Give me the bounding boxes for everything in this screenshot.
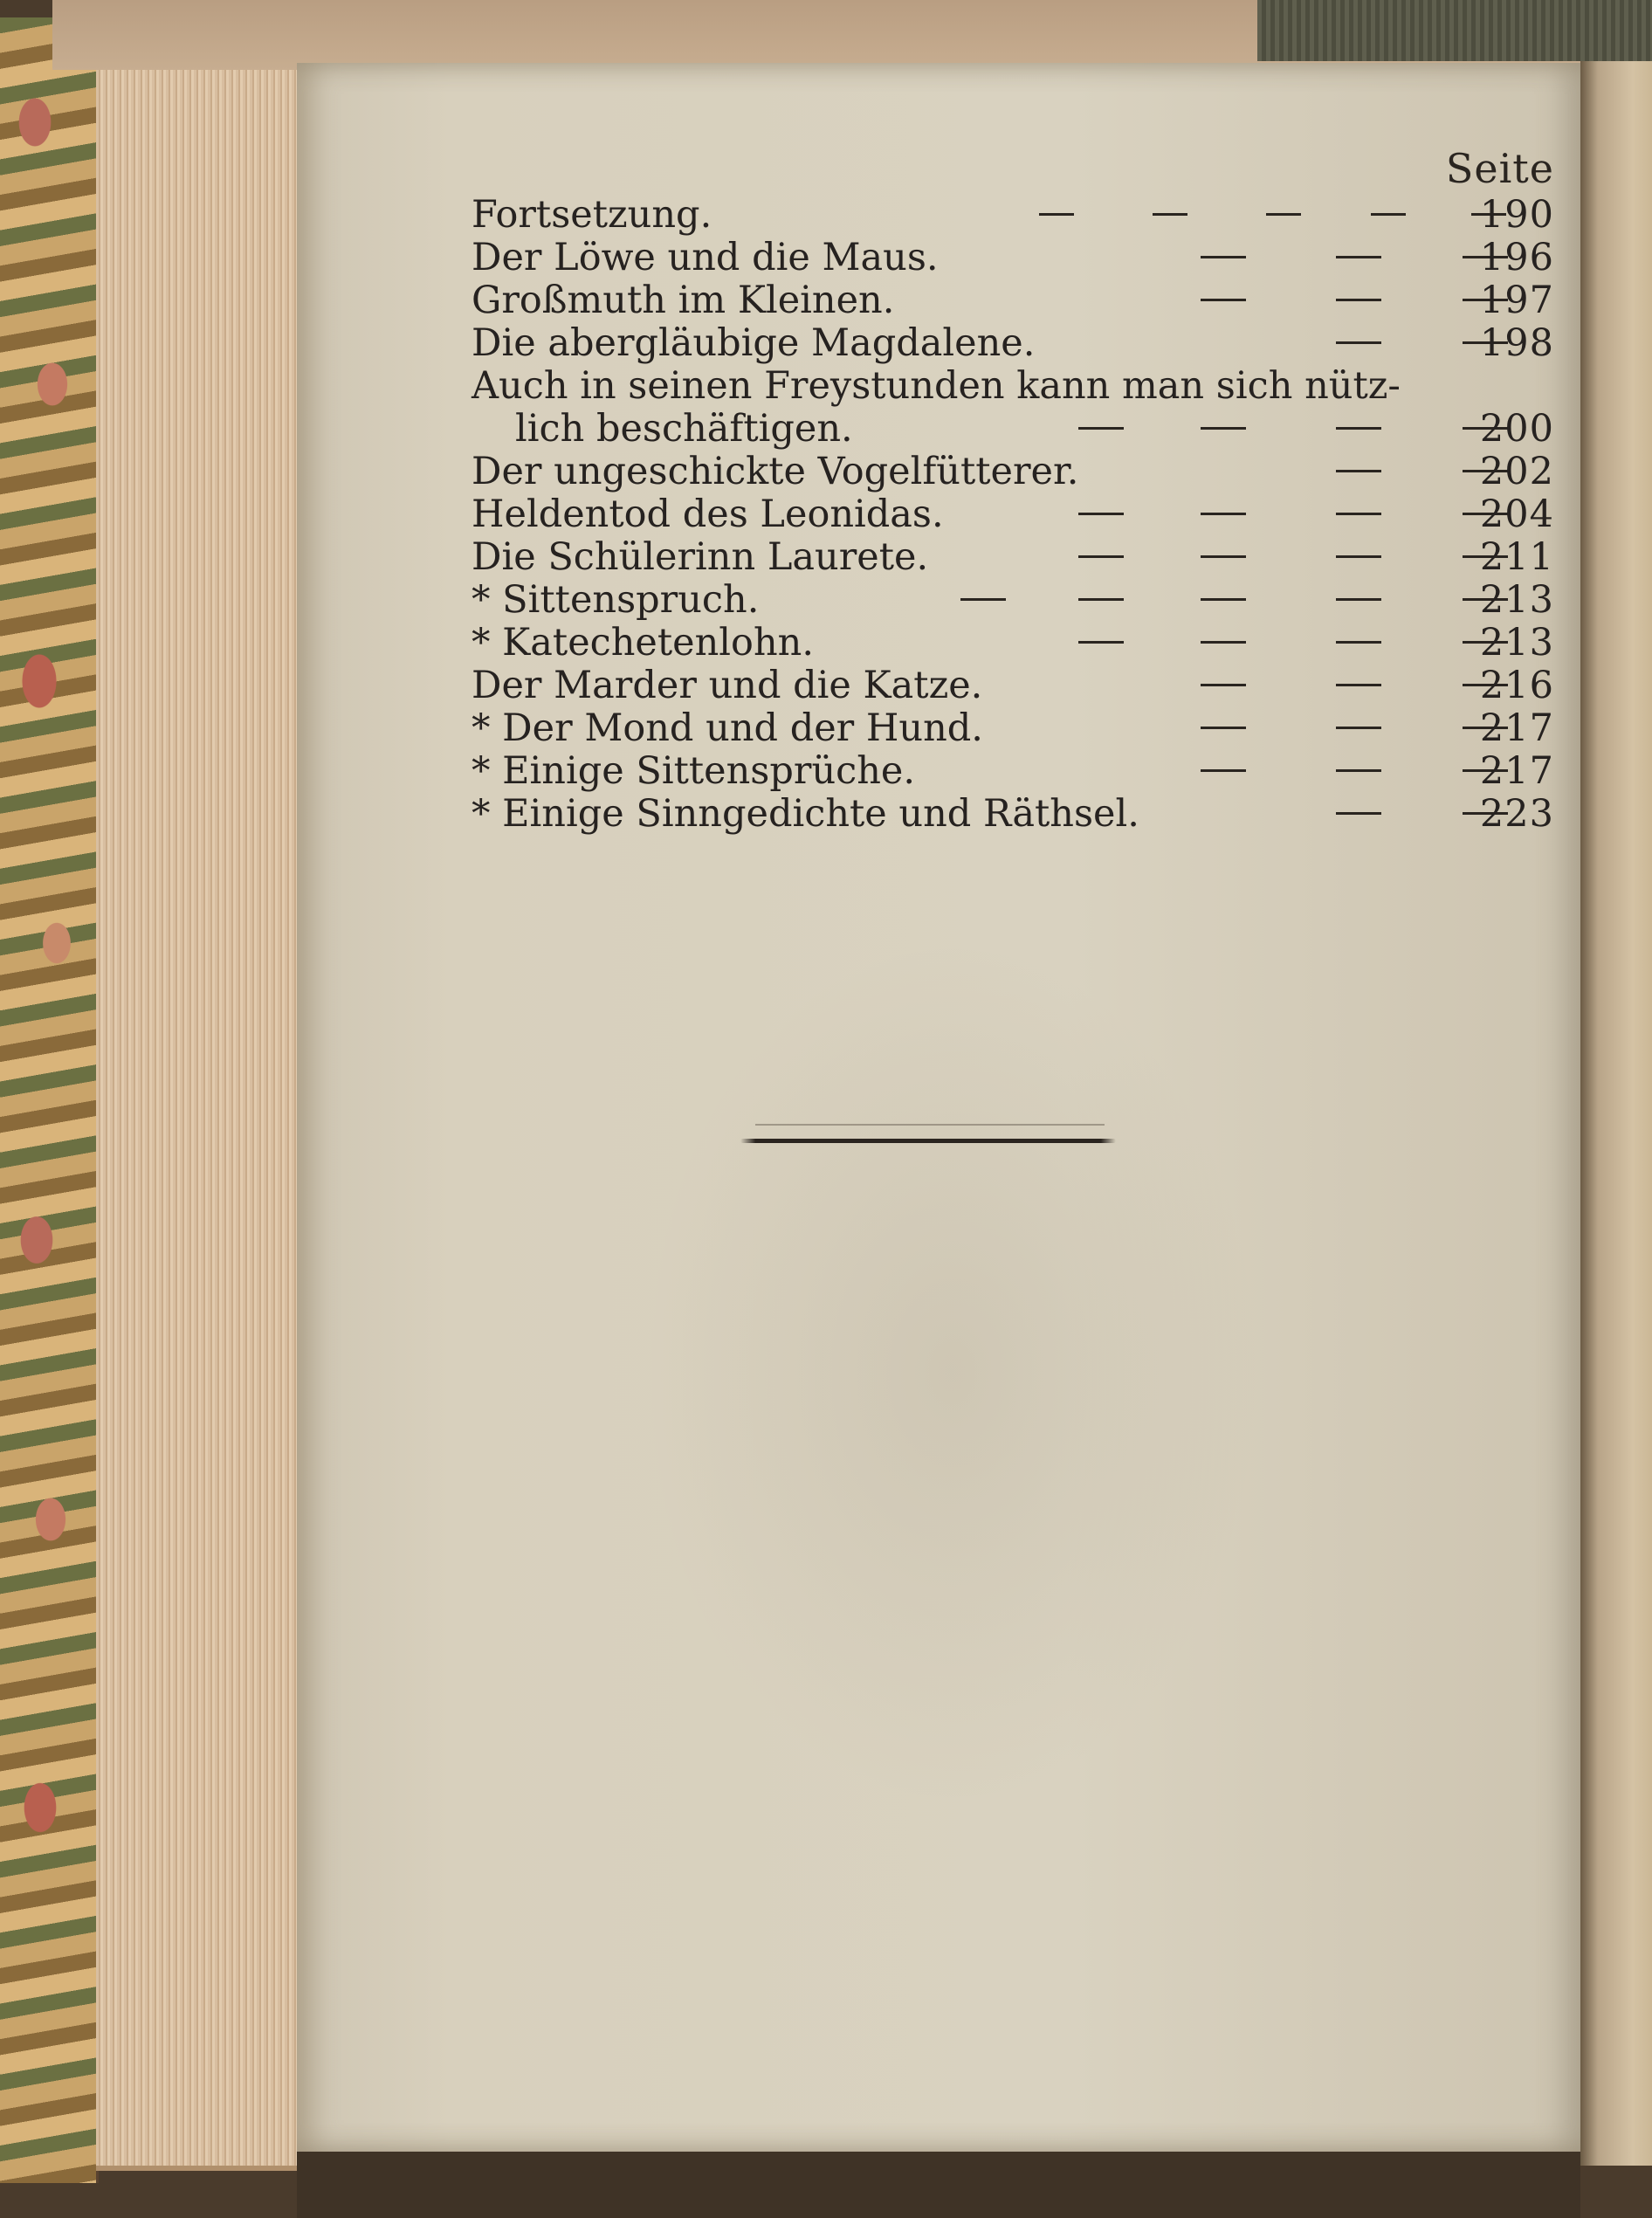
toc-entry-page: 198 <box>1479 321 1554 365</box>
toc-entry <box>472 622 1554 665</box>
marbled-cover-edge <box>0 17 99 2183</box>
toc-entry-title: Großmuth im Kleinen. <box>472 279 895 322</box>
page-stack-edge <box>96 35 306 2171</box>
leader-dashes <box>960 707 1458 750</box>
leader-dashes <box>960 408 1458 451</box>
leader-dashes <box>960 665 1458 707</box>
leader-dashes <box>960 750 1458 793</box>
leader-dashes <box>960 451 1458 493</box>
toc-entry-title: * Katechetenlohn. <box>472 621 814 665</box>
toc-entry-title: * Der Mond und der Hund. <box>472 706 983 750</box>
ornament-rule-thin <box>755 1124 1105 1126</box>
toc-entry-page: 197 <box>1479 279 1554 322</box>
toc-entry-title: Der ungeschickte Vogelfütterer. <box>472 450 1079 493</box>
facing-page-edge <box>1580 61 1652 2166</box>
toc-entry-page: 213 <box>1479 621 1554 665</box>
toc-entry <box>472 579 1554 622</box>
toc-entry-title: Die abergläubige Magdalene. <box>472 321 1036 365</box>
toc-entry-page: 196 <box>1479 236 1554 279</box>
toc-entry <box>472 365 1554 408</box>
toc-entry-title: Auch in seinen Freystunden kann man sich nütz- <box>472 364 1401 408</box>
leader-dashes <box>960 322 1458 365</box>
toc-entry-page: 213 <box>1479 578 1554 622</box>
bookmark-ribbon <box>1257 0 1652 61</box>
leader-dashes <box>960 279 1458 322</box>
bottom-shadow <box>297 2152 1580 2218</box>
leader-dashes <box>960 493 1458 536</box>
toc-entry <box>472 322 1554 365</box>
table-of-contents <box>472 194 1554 836</box>
toc-entry-title: Der Marder und die Katze. <box>472 664 983 707</box>
toc-entry <box>472 237 1554 279</box>
toc-entry <box>472 493 1554 536</box>
toc-entry-title: Heldentod des Leonidas. <box>472 493 944 536</box>
leader-dashes <box>960 536 1458 579</box>
leader-dashes <box>960 622 1458 665</box>
toc-entry-title: * Einige Sittensprüche. <box>472 749 916 793</box>
book-page <box>297 63 1580 2152</box>
toc-entry-page: 190 <box>1479 193 1554 237</box>
toc-entry-title: Der Löwe und die Maus. <box>472 236 939 279</box>
page-column-header: Seite <box>1445 145 1554 192</box>
toc-entry-title: lich beschäftigen. <box>515 407 853 451</box>
toc-entry-title: * Einige Sinngedichte und Räthsel. <box>472 792 1139 836</box>
toc-entry-title: * Sittenspruch. <box>472 578 760 622</box>
toc-entry <box>472 279 1554 322</box>
toc-entry-page: 216 <box>1479 664 1554 707</box>
ornament-rule <box>740 1139 1116 1143</box>
toc-entry-title: Die Schülerinn Laurete. <box>472 535 929 579</box>
toc-entry-page: 217 <box>1479 706 1554 750</box>
leader-dashes <box>960 579 1458 622</box>
toc-entry-page: 217 <box>1479 749 1554 793</box>
toc-entry <box>472 451 1554 493</box>
toc-entry <box>472 793 1554 836</box>
toc-entry <box>472 408 1554 451</box>
toc-entry <box>472 536 1554 579</box>
toc-entry <box>472 194 1554 237</box>
leader-dashes <box>960 237 1458 279</box>
toc-entry-page: 211 <box>1479 535 1554 579</box>
leader-dashes <box>960 793 1458 836</box>
toc-entry-page: 202 <box>1479 450 1554 493</box>
toc-entry-page: 204 <box>1479 493 1554 536</box>
toc-entry-page: 223 <box>1479 792 1554 836</box>
toc-entry <box>472 750 1554 793</box>
toc-entry-page: 200 <box>1479 407 1554 451</box>
toc-entry <box>472 665 1554 707</box>
toc-entry <box>472 707 1554 750</box>
toc-entry-title: Fortsetzung. <box>472 193 712 237</box>
leader-dashes <box>960 194 1458 237</box>
